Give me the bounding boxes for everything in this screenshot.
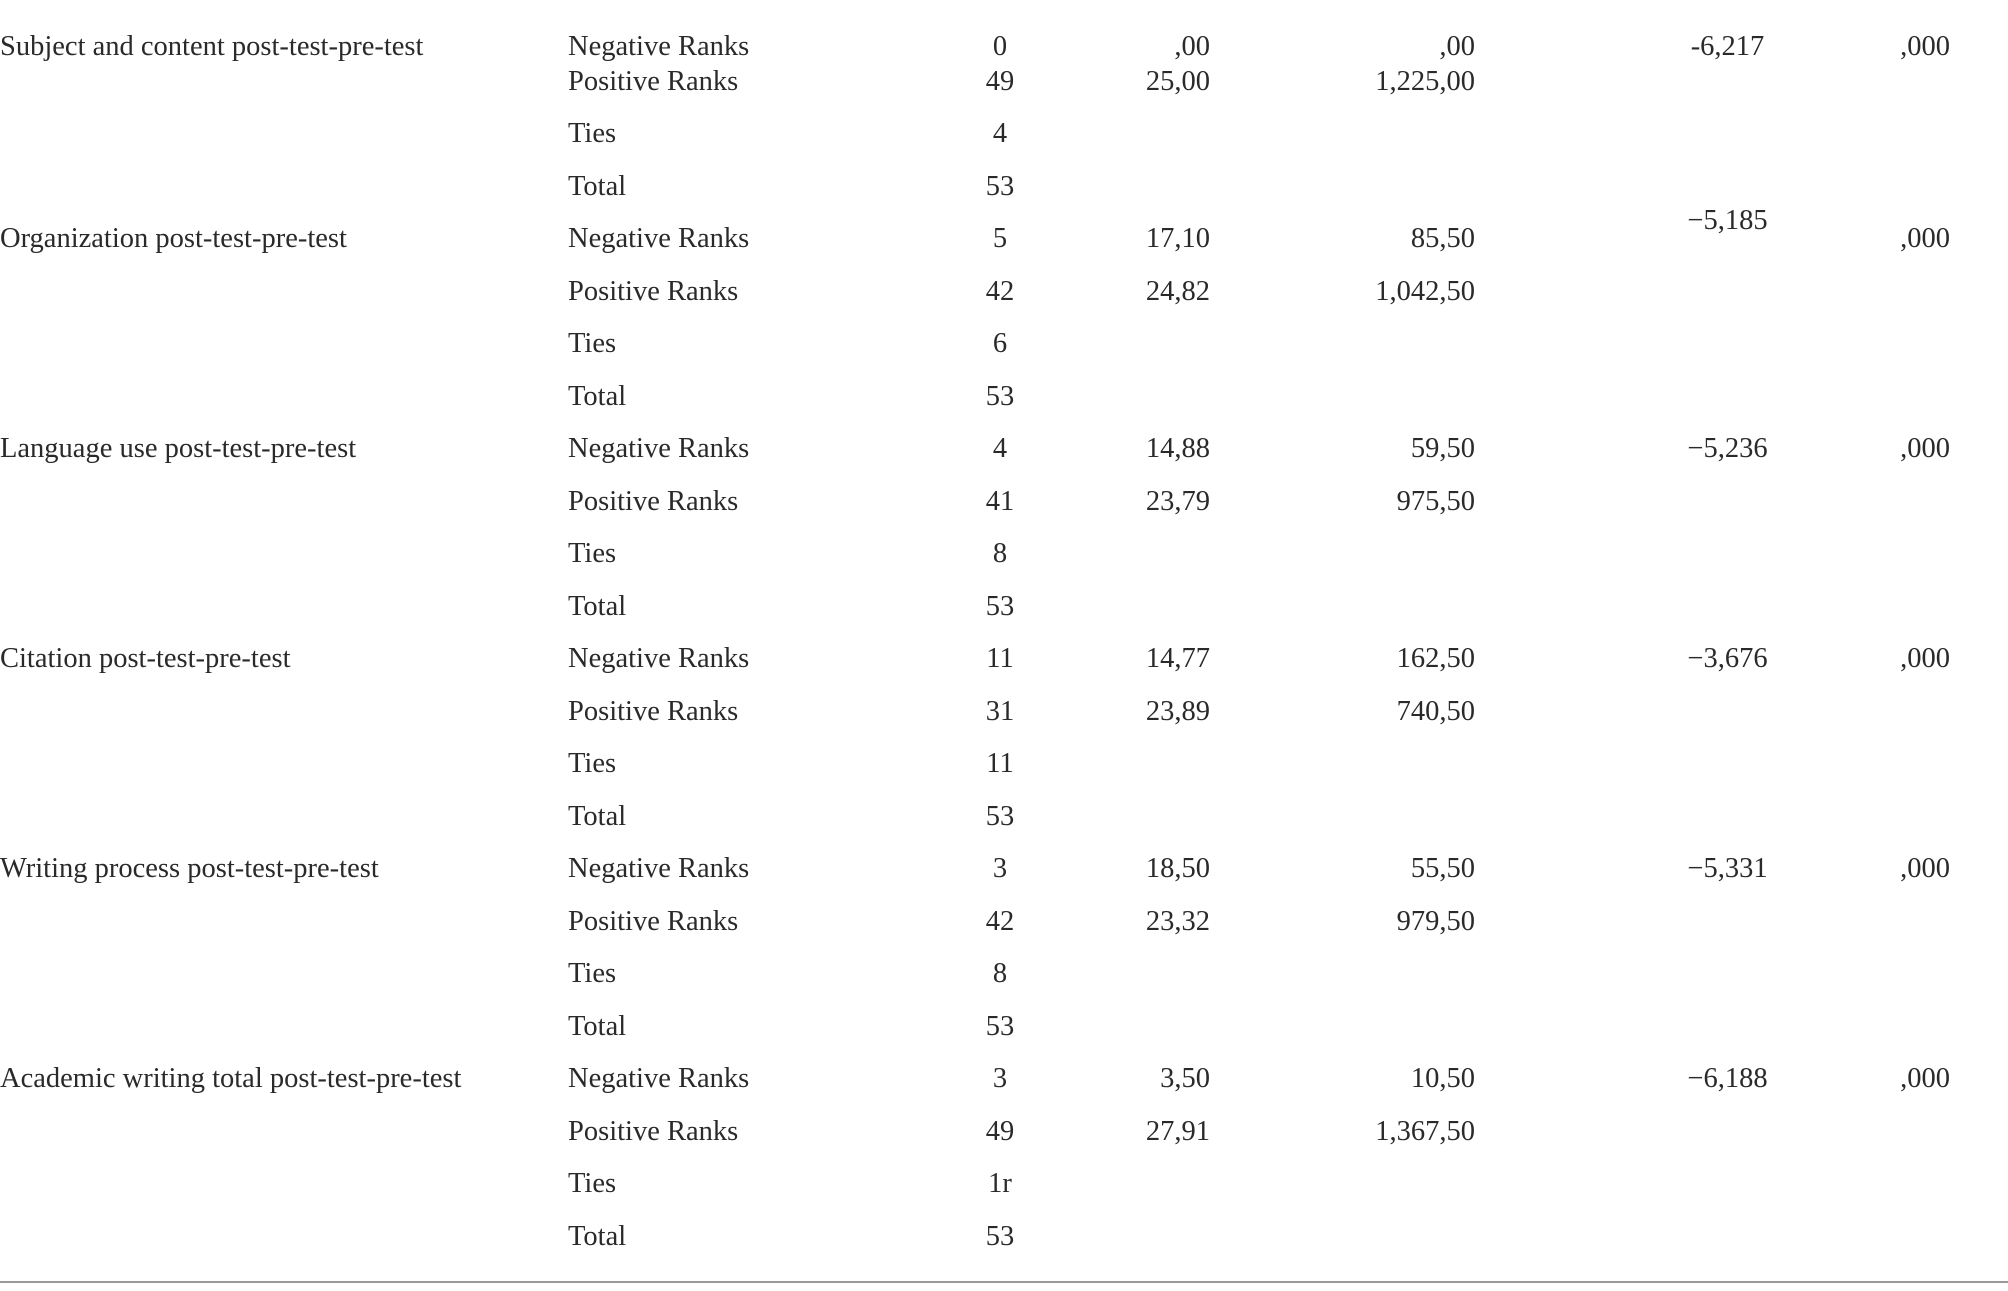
- table-row: [0, 375, 2008, 428]
- table-row: [0, 480, 2008, 533]
- rank-category: Total: [568, 380, 627, 412]
- n-value: 53: [985, 1010, 1015, 1042]
- sum-of-ranks-value: 1,042,50: [1375, 275, 1475, 307]
- mean-rank-value: 14,88: [1145, 433, 1210, 464]
- z-value: −6,188: [1687, 1063, 1768, 1094]
- rank-category: Negative Ranks: [568, 223, 750, 254]
- sum-of-ranks-value: 1,225,00: [1375, 65, 1475, 97]
- mean-rank-value: 25,00: [1145, 65, 1210, 97]
- table-row: [0, 427, 2008, 480]
- n-value: 3: [992, 853, 1008, 884]
- rank-category: Total: [568, 1220, 627, 1252]
- table-row: [0, 795, 2008, 848]
- table-row: [0, 690, 2008, 743]
- n-value: 53: [985, 380, 1015, 412]
- rank-category: Positive Ranks: [568, 65, 739, 97]
- p-value: ,000: [1900, 223, 1950, 254]
- rank-category: Negative Ranks: [568, 1063, 750, 1094]
- n-value: 53: [985, 1220, 1015, 1252]
- rank-category: Ties: [568, 1168, 617, 1199]
- table-row: [0, 112, 2008, 165]
- rank-category: Positive Ranks: [568, 275, 739, 307]
- table-row: [0, 60, 2008, 113]
- table-row: [0, 637, 2008, 690]
- n-value: 3: [992, 1063, 1008, 1094]
- n-value: 53: [985, 170, 1015, 202]
- table-row: [0, 952, 2008, 1005]
- rank-category: Negative Ranks: [568, 643, 750, 674]
- variable-label: Language use post-test-pre-test: [0, 433, 357, 464]
- rank-category: Total: [568, 1010, 627, 1042]
- z-value: -6,217: [1690, 31, 1765, 62]
- rank-category: Ties: [568, 118, 617, 149]
- n-value: 8: [992, 538, 1008, 569]
- variable-label: Academic writing total post-test-pre-test: [0, 1063, 462, 1094]
- n-value: 1r: [988, 1168, 1012, 1199]
- table-row: [0, 532, 2008, 585]
- mean-rank-value: ,00: [1174, 31, 1210, 62]
- table-bottom-rule: [0, 1281, 2008, 1283]
- rank-category: Negative Ranks: [568, 433, 750, 464]
- n-value: 49: [985, 1115, 1015, 1147]
- n-value: 53: [985, 800, 1015, 832]
- n-value: 42: [985, 275, 1015, 307]
- table-row: [0, 1057, 2008, 1110]
- z-value: −3,676: [1687, 643, 1768, 674]
- table-row: [0, 25, 2008, 60]
- rank-category: Positive Ranks: [568, 485, 739, 517]
- variable-label: Organization post-test-pre-test: [0, 223, 347, 254]
- table-row: [0, 847, 2008, 900]
- z-value: −5,185: [1687, 205, 1768, 236]
- rank-category: Positive Ranks: [568, 695, 739, 727]
- sum-of-ranks-value: 59,50: [1410, 433, 1475, 464]
- mean-rank-value: 17,10: [1145, 223, 1210, 254]
- variable-label: Citation post-test-pre-test: [0, 643, 291, 674]
- z-value: −5,331: [1687, 853, 1768, 884]
- rank-category: Ties: [568, 538, 617, 569]
- mean-rank-value: 23,32: [1145, 905, 1210, 937]
- n-value: 11: [986, 748, 1014, 779]
- n-value: 5: [992, 223, 1008, 254]
- table-row: [0, 900, 2008, 953]
- n-value: 49: [985, 65, 1015, 97]
- table-row: [0, 205, 2008, 270]
- sum-of-ranks-value: 740,50: [1396, 695, 1475, 727]
- table-row: [0, 270, 2008, 323]
- rank-category: Negative Ranks: [568, 31, 750, 62]
- n-value: 4: [992, 118, 1008, 149]
- variable-label: Writing process post-test-pre-test: [0, 853, 379, 884]
- p-value: ,000: [1900, 31, 1950, 62]
- mean-rank-value: 14,77: [1145, 643, 1210, 674]
- n-value: 31: [985, 695, 1015, 727]
- mean-rank-value: 23,89: [1145, 695, 1210, 727]
- table-row: [0, 742, 2008, 795]
- z-value: −5,236: [1687, 433, 1768, 464]
- sum-of-ranks-value: 162,50: [1396, 643, 1475, 674]
- sum-of-ranks-value: ,00: [1439, 31, 1475, 62]
- n-value: 53: [985, 590, 1015, 622]
- n-value: 42: [985, 905, 1015, 937]
- rank-category: Positive Ranks: [568, 905, 739, 937]
- table-row: [0, 585, 2008, 638]
- mean-rank-value: 23,79: [1145, 485, 1210, 517]
- sum-of-ranks-value: 1,367,50: [1375, 1115, 1475, 1147]
- rank-category: Total: [568, 170, 627, 202]
- table-row: [0, 322, 2008, 375]
- table-row: [0, 1110, 2008, 1163]
- rank-category: Total: [568, 800, 627, 832]
- rank-category: Ties: [568, 958, 617, 989]
- sum-of-ranks-value: 85,50: [1410, 223, 1475, 254]
- rank-category: Negative Ranks: [568, 853, 750, 884]
- mean-rank-value: 3,50: [1160, 1063, 1210, 1094]
- n-value: 4: [992, 433, 1008, 464]
- mean-rank-value: 18,50: [1145, 853, 1210, 884]
- wilcoxon-ranks-table: [0, 25, 2008, 1267]
- sum-of-ranks-value: 979,50: [1396, 905, 1475, 937]
- n-value: 6: [992, 328, 1008, 359]
- variable-label: Subject and content post-test-pre-test: [0, 31, 424, 62]
- p-value: ,000: [1900, 433, 1950, 464]
- n-value: 8: [992, 958, 1008, 989]
- p-value: ,000: [1900, 1063, 1950, 1094]
- sum-of-ranks-value: 55,50: [1410, 853, 1475, 884]
- table-row: [0, 1162, 2008, 1215]
- sum-of-ranks-value: 975,50: [1396, 485, 1475, 517]
- n-value: 11: [986, 643, 1014, 674]
- mean-rank-value: 27,91: [1145, 1115, 1210, 1147]
- p-value: ,000: [1900, 853, 1950, 884]
- table-row: [0, 1215, 2008, 1268]
- rank-category: Ties: [568, 328, 617, 359]
- n-value: 0: [992, 31, 1008, 62]
- table-row: [0, 1005, 2008, 1058]
- rank-category: Total: [568, 590, 627, 622]
- rank-category: Positive Ranks: [568, 1115, 739, 1147]
- n-value: 41: [985, 485, 1015, 517]
- mean-rank-value: 24,82: [1145, 275, 1210, 307]
- p-value: ,000: [1900, 643, 1950, 674]
- sum-of-ranks-value: 10,50: [1410, 1063, 1475, 1094]
- rank-category: Ties: [568, 748, 617, 779]
